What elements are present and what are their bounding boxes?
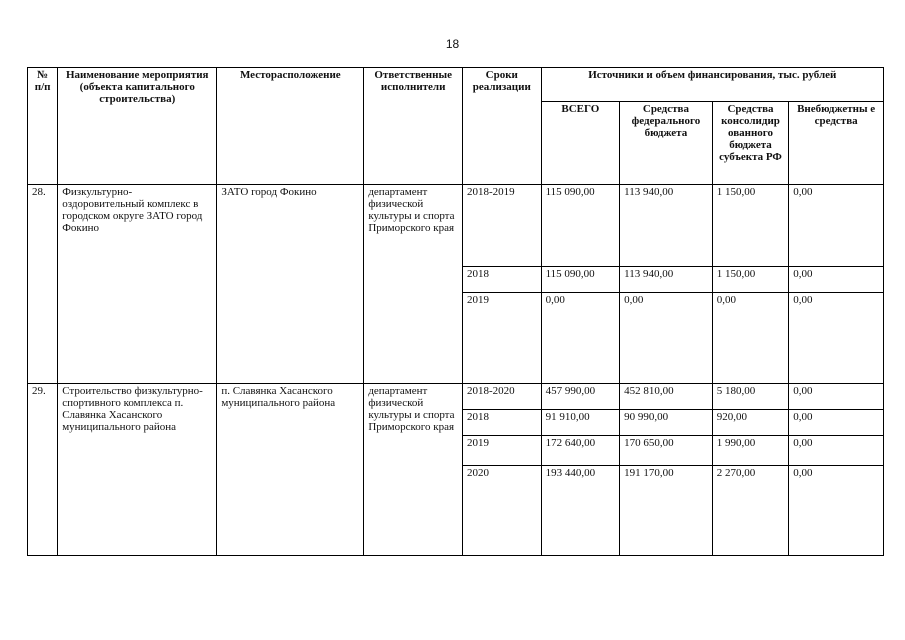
- header-executors: Ответственные исполнители: [364, 68, 463, 185]
- header-federal: Средства федерального бюджета: [620, 102, 713, 185]
- period-federal: 191 170,00: [620, 466, 713, 556]
- row-name: Физкультурно- оздоровительный комплекс в городском округе ЗАТО город Фокино: [58, 185, 217, 384]
- period-extrabudget: 0,00: [789, 410, 884, 436]
- period-extrabudget: 0,00: [789, 384, 884, 410]
- table-row: [28, 185, 884, 267]
- period-years: 2019: [463, 293, 542, 384]
- page-number: 18: [445, 37, 460, 51]
- period-total: 91 910,00: [541, 410, 620, 436]
- period-total: 457 990,00: [541, 384, 620, 410]
- financing-table: [27, 67, 884, 556]
- period-total: 172 640,00: [541, 436, 620, 466]
- period-federal: 113 940,00: [620, 267, 713, 293]
- period-federal: 170 650,00: [620, 436, 713, 466]
- period-consolidated: 5 180,00: [712, 384, 789, 410]
- header-extrabudget: Внебюджетны е средства: [789, 102, 884, 185]
- period-federal: 90 990,00: [620, 410, 713, 436]
- row-executors: департамент физической культуры и спорта Приморского края: [364, 384, 463, 556]
- header-period: Сроки реализации: [463, 68, 542, 185]
- period-total: 0,00: [541, 293, 620, 384]
- row-no: 29.: [28, 384, 58, 556]
- period-consolidated: 1 150,00: [712, 267, 789, 293]
- header-no: № п/п: [28, 68, 58, 185]
- row-name: Строительство физкультурно-спортивного комплекса п. Славянка Хасанского муниципального района: [58, 384, 217, 556]
- period-extrabudget: 0,00: [789, 293, 884, 384]
- period-years: 2020: [463, 466, 542, 556]
- period-extrabudget: 0,00: [789, 267, 884, 293]
- period-consolidated: 0,00: [712, 293, 789, 384]
- period-total: 115 090,00: [541, 185, 620, 267]
- period-federal: 113 940,00: [620, 185, 713, 267]
- period-years: 2018-2019: [463, 185, 542, 267]
- period-years: 2018-2020: [463, 384, 542, 410]
- period-total: 115 090,00: [541, 267, 620, 293]
- period-consolidated: 1 150,00: [712, 185, 789, 267]
- header-total: ВСЕГО: [541, 102, 620, 185]
- period-extrabudget: 0,00: [789, 466, 884, 556]
- table-row: [28, 384, 884, 410]
- header-location: Месторасположение: [217, 68, 364, 185]
- period-years: 2019: [463, 436, 542, 466]
- period-total: 193 440,00: [541, 466, 620, 556]
- row-location: ЗАТО город Фокино: [217, 185, 364, 384]
- period-consolidated: 920,00: [712, 410, 789, 436]
- period-federal: 452 810,00: [620, 384, 713, 410]
- period-extrabudget: 0,00: [789, 436, 884, 466]
- header-consolidated: Средства консолидир ованного бюджета субъекта РФ: [712, 102, 789, 185]
- period-federal: 0,00: [620, 293, 713, 384]
- row-no: 28.: [28, 185, 58, 384]
- row-executors: департамент физической культуры и спорта Приморского края: [364, 185, 463, 384]
- period-years: 2018: [463, 410, 542, 436]
- header-name: Наименование мероприятия (объекта капитального строительства): [58, 68, 217, 185]
- header-financing: Источники и объем финансирования, тыс. рублей: [541, 68, 883, 102]
- period-years: 2018: [463, 267, 542, 293]
- period-consolidated: 1 990,00: [712, 436, 789, 466]
- period-consolidated: 2 270,00: [712, 466, 789, 556]
- period-extrabudget: 0,00: [789, 185, 884, 267]
- row-location: п. Славянка Хасанского муниципального района: [217, 384, 364, 556]
